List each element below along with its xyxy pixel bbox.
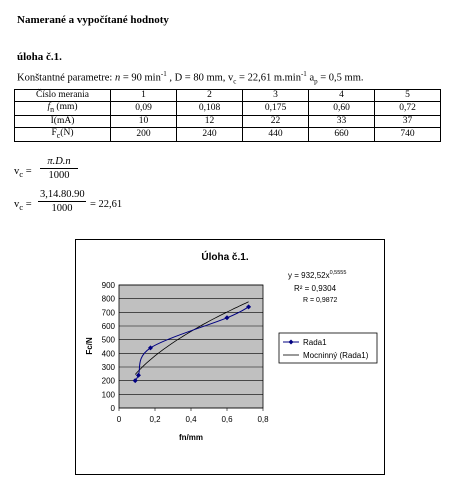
table-cell: 0,175 — [243, 102, 309, 116]
constant-parameters — [17, 70, 364, 86]
y-tick-label: 500 — [101, 335, 115, 345]
equation-main: y = 932,52x — [288, 271, 330, 280]
row-unit: (mm) — [54, 102, 78, 112]
r-squared-label: R² = 0,9304 — [294, 284, 337, 293]
table-cell: 33 — [309, 115, 375, 127]
x-axis-ticks — [117, 408, 269, 424]
measurement-table — [14, 89, 441, 142]
x-tick-label: 0,4 — [185, 415, 197, 424]
chart-container — [75, 239, 385, 475]
table-row — [15, 127, 441, 141]
row-subscript: c — [56, 130, 61, 140]
vc-exponent: -1 — [300, 70, 307, 78]
table-cell: 0,108 — [177, 102, 243, 116]
y-tick-label: 400 — [101, 349, 115, 359]
ap-symbol: a — [306, 72, 315, 84]
chart-legend — [279, 333, 377, 363]
table-cell: 440 — [243, 127, 309, 141]
row-symbol: F — [51, 127, 57, 138]
n-exponent: -1 — [160, 70, 167, 78]
y-tick-label: 200 — [101, 376, 115, 386]
n-symbol: n — [114, 72, 121, 84]
formula-1-numerator: π.D.n — [40, 155, 78, 169]
y-tick-label: 300 — [101, 363, 115, 372]
formula-1-lhs — [14, 166, 32, 179]
formula-1-v: v — [14, 166, 20, 177]
row-unit: (N) — [60, 127, 74, 138]
formula-1-sub: c — [19, 169, 24, 180]
chart-svg — [76, 240, 384, 474]
x-tick-label: 0 — [116, 415, 122, 424]
table-header-cell: 3 — [243, 90, 309, 102]
formula-1-eq: = — [25, 166, 32, 177]
page-heading: Namerané a vypočítané hodnoty — [17, 14, 169, 26]
x-tick-label: 0,6 — [221, 415, 233, 424]
table-cell: 240 — [177, 127, 243, 141]
formula-2-fraction — [38, 188, 86, 215]
table-cell: 0,72 — [375, 102, 441, 116]
table-header-label: Číslo merania — [15, 90, 111, 102]
table-header-cell: 4 — [309, 90, 375, 102]
row-label-current: I(mA) — [15, 115, 111, 127]
formula-1-denominator: 1000 — [48, 170, 70, 181]
y-tick-label: 900 — [101, 281, 115, 290]
table-row — [15, 115, 441, 127]
table-cell: 0,60 — [309, 102, 375, 116]
x-tick-label: 0,8 — [257, 415, 269, 424]
formula-2-numerator: 3,14.80.90 — [40, 189, 85, 200]
formula-2-lhs — [14, 199, 32, 212]
trend-equation — [288, 270, 346, 280]
equation-exponent: 0,5555 — [329, 270, 347, 276]
row-subscript: n — [50, 104, 55, 114]
chart-title: Úloha č.1. — [201, 252, 249, 263]
plot-area — [119, 285, 263, 408]
y-tick-label: 700 — [101, 308, 115, 318]
formula-2-v: v — [14, 199, 20, 210]
y-axis-ticks — [102, 281, 116, 413]
formula-2-sub: c — [19, 202, 24, 213]
row-symbol: f — [47, 102, 51, 112]
table-header-cell: 2 — [177, 90, 243, 102]
legend-trend-label: Mocninný (Rada1) — [303, 351, 369, 360]
y-tick-label: 100 — [101, 390, 115, 400]
legend-series-label: Rada1 — [303, 338, 327, 347]
params-prefix: Konštantné parametre: — [17, 72, 113, 84]
y-tick-label: 600 — [101, 322, 115, 331]
x-tick-label: 0,2 — [149, 415, 161, 424]
table-cell: 0,09 — [111, 102, 177, 116]
y-axis-label: Fc/N — [85, 337, 94, 355]
table-cell: 37 — [375, 115, 441, 127]
y-tick-label: 800 — [101, 294, 115, 304]
table-cell: 660 — [309, 127, 375, 141]
table-cell: 10 — [111, 115, 177, 127]
formula-2-denominator: 1000 — [51, 203, 73, 214]
n-value: = 90 min — [120, 72, 161, 84]
table-header-row — [15, 90, 441, 102]
formula-1-fraction — [40, 155, 78, 182]
table-cell: 12 — [177, 115, 243, 127]
table-header-cell: 1 — [111, 90, 177, 102]
table-cell: 740 — [375, 127, 441, 141]
table-header-cell: 5 — [375, 90, 441, 102]
task-title: úloha č.1. — [17, 51, 62, 63]
d-value: , D = 80 mm, v — [166, 72, 234, 84]
y-tick-label: 0 — [110, 404, 115, 413]
ap-subscript: p — [314, 77, 318, 86]
vc-subscript: c — [233, 77, 237, 86]
table-cell: 200 — [111, 127, 177, 141]
formula-2-eq: = — [25, 199, 32, 210]
vc-value: = 22,61 m.min — [236, 72, 301, 84]
r-label: R = 0,9872 — [303, 297, 338, 304]
row-label-fc — [15, 127, 111, 141]
table-row — [15, 102, 441, 116]
formula-2-result: = 22,61 — [90, 199, 123, 210]
table-cell: 22 — [243, 115, 309, 127]
ap-value: = 0,5 mm. — [317, 72, 364, 84]
x-axis-label: fn/mm — [179, 433, 203, 442]
row-label-fn — [15, 102, 111, 116]
